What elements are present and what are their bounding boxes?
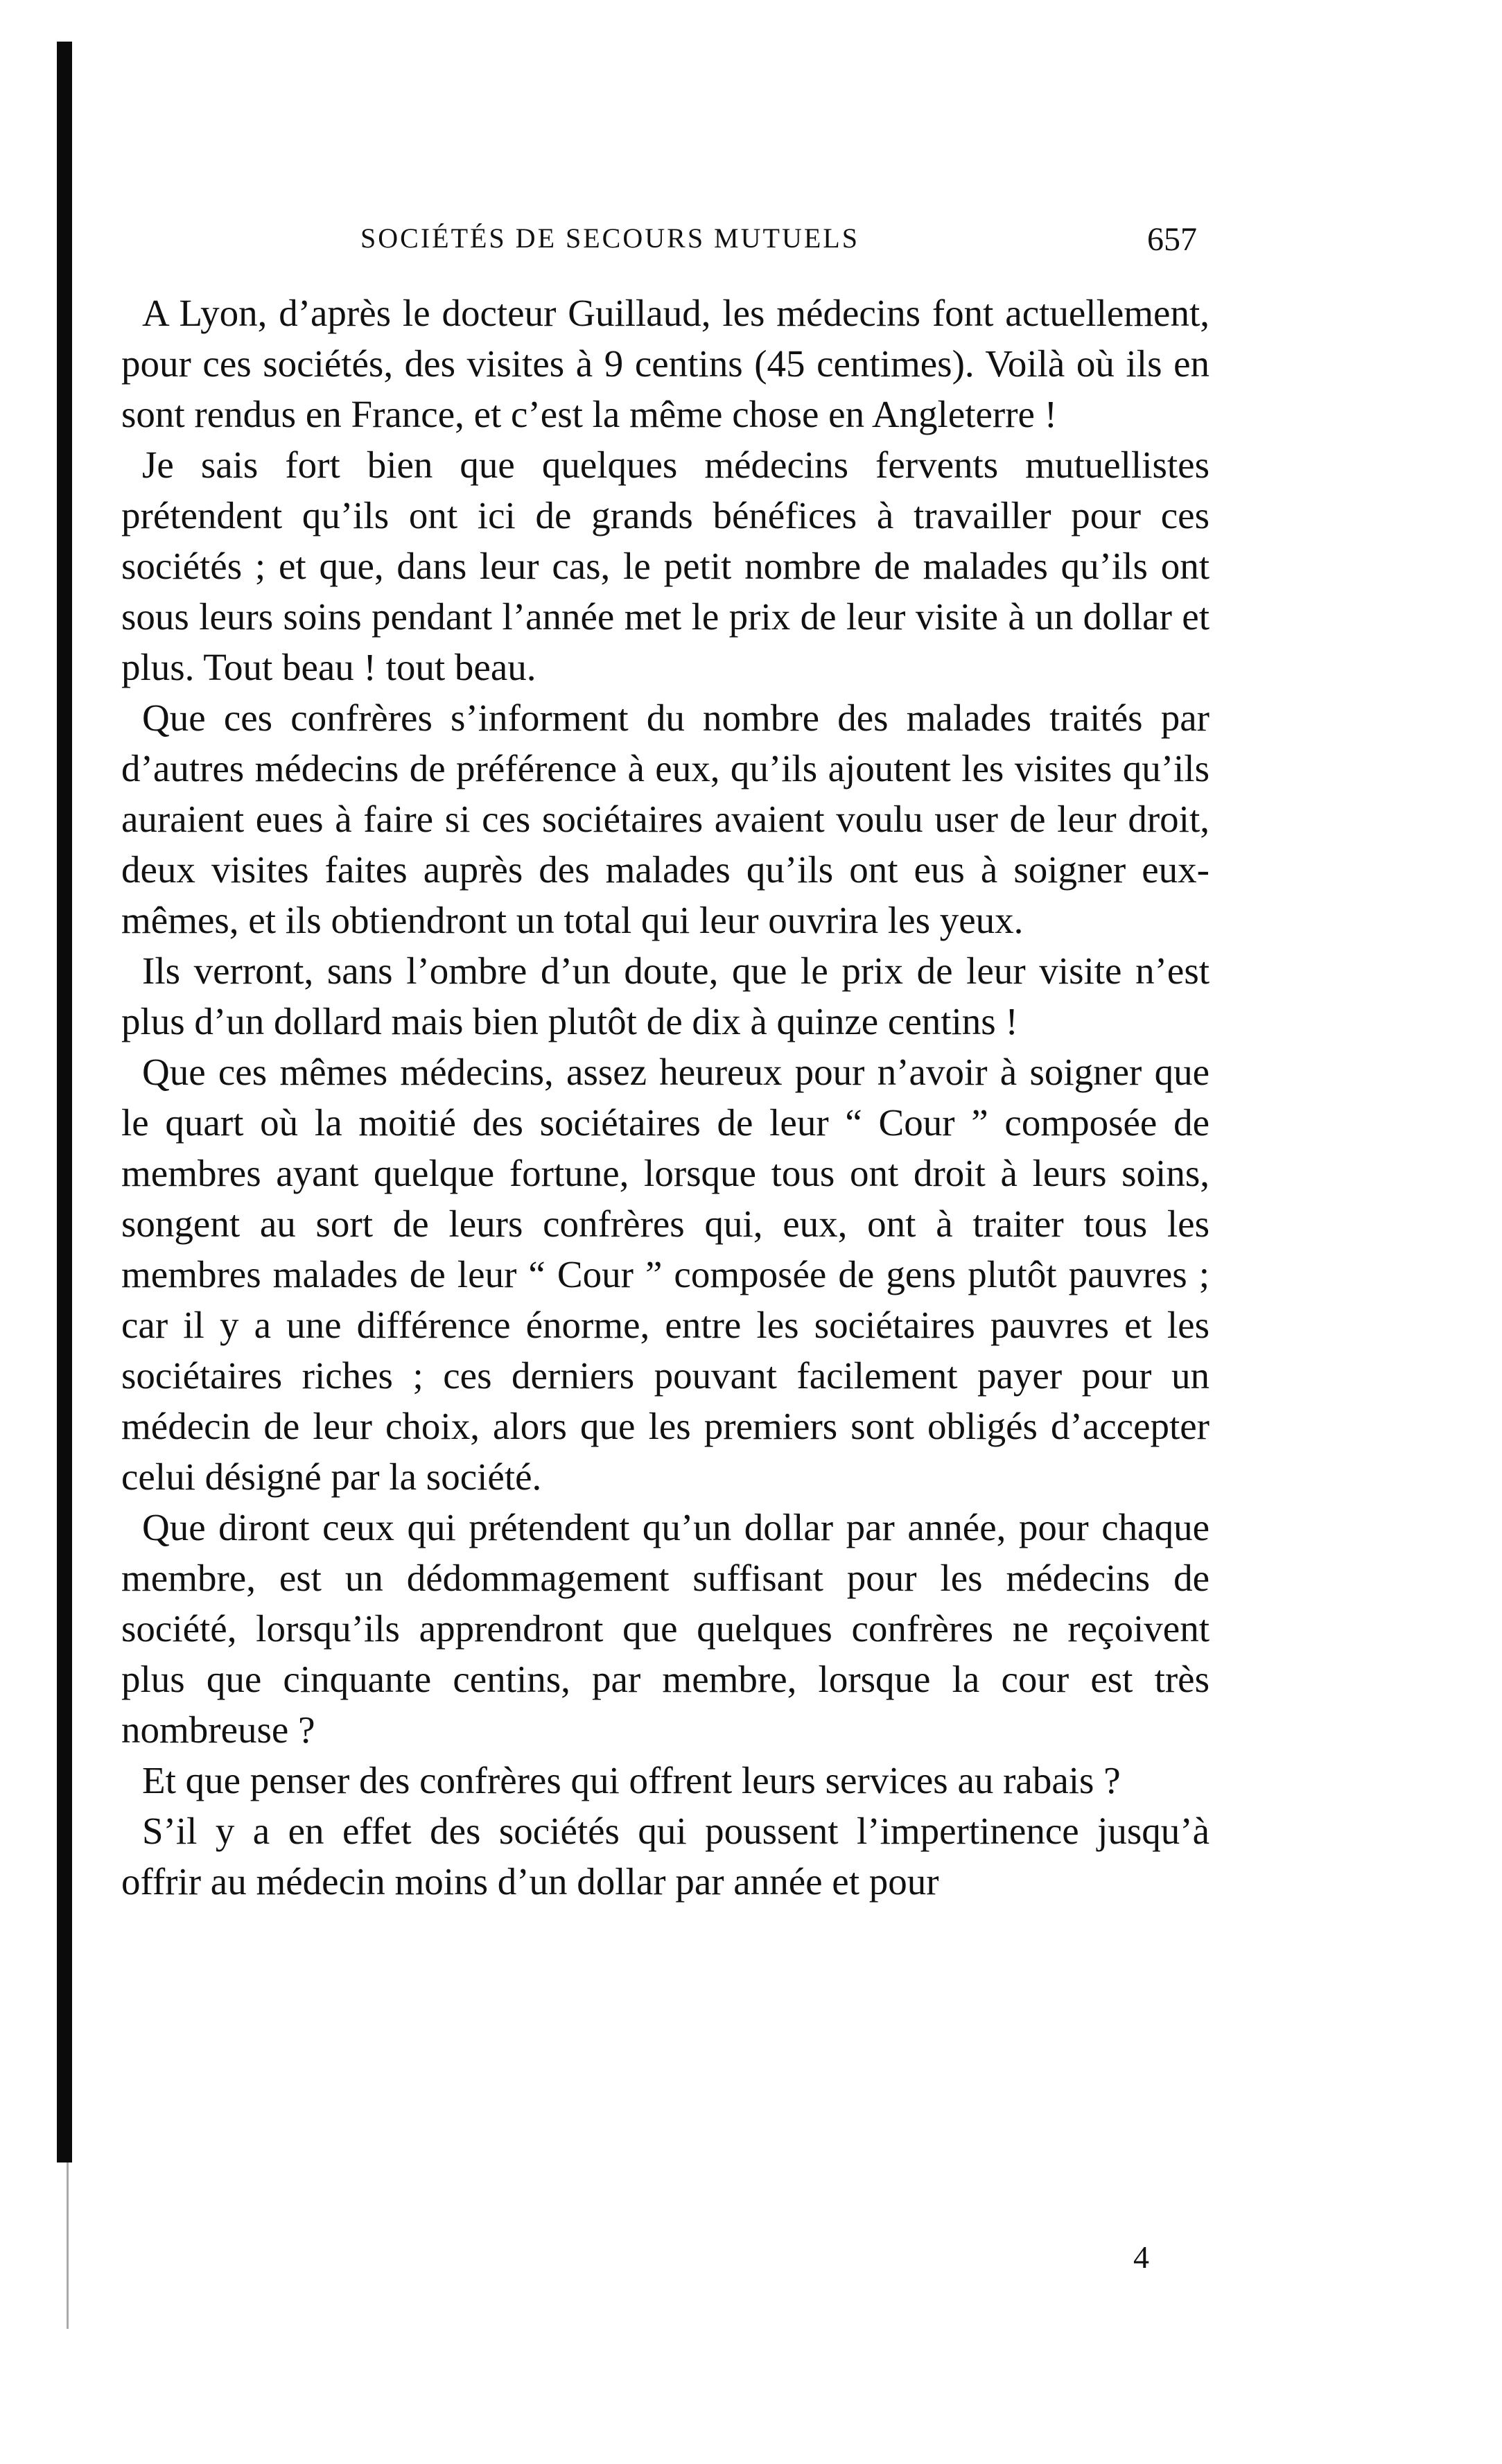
- paragraph: S’il y a en effet des sociétés qui poussent l’impertinence jusqu’à offrir au médecin moins d’un dollar par année et pour: [121, 1810, 1210, 1903]
- binding-edge: [57, 42, 72, 2162]
- paragraph: Que diront ceux qui prétendent qu’un dollar par année, pour chaque membre, est un dédommagement suffisant pour les médecins de société, lorsqu’ils apprendront que quelques confrères ne reçoivent plus que cinquante centins, par membre, lorsque la cour est très nombreuse ?: [121, 1506, 1210, 1751]
- signature-mark: 4: [1133, 2239, 1149, 2275]
- paragraph: A Lyon, d’après le docteur Guillaud, les médecins font actuellement, pour ces sociétés, des visites à 9 centins (45 centimes). Voilà où ils en sont rendus en France, et c’est la même chose en Angleterre !: [121, 292, 1210, 435]
- paragraph: Que ces confrères s’informent du nombre des malades traités par d’autres médecins de préférence à eux, qu’ils ajoutent les visites qu’ils auraient eues à faire si ces sociétaires avaient voulu user de leur droit, deux visites faites auprès des malades qu’ils ont eus à soigner eux-mêmes, et ils obtiendront un total qui leur ouvrira les yeux.: [121, 697, 1210, 941]
- page-number: 657: [1147, 221, 1197, 258]
- paragraph: Et que penser des confrères qui offrent leurs services au rabais ?: [142, 1759, 1121, 1801]
- paragraph: Je sais fort bien que quelques médecins fervents mutuellistes prétendent qu’ils ont ici de grands bénéfices à travailler pour ces sociétés ; et que, dans leur cas, le petit nombre de malades qu’ils ont sous leurs soins pendant l’année met le prix de leur visite à un dollar et plus. Tout beau ! tout beau.: [121, 444, 1210, 688]
- paragraph: Ils verront, sans l’ombre d’un doute, que le prix de leur visite n’est plus d’un dollard mais bien plutôt de dix à quinze centins !: [121, 950, 1210, 1042]
- binding-edge-tail: [67, 2162, 69, 2329]
- paragraph: Que ces mêmes médecins, assez heureux pour n’avoir à soigner que le quart où la moitié des sociétaires de leur “ Cour ” composée de membres ayant quelque fortune, lorsque tous ont droit à leurs soins, songent au sort de leurs confrères qui, eux, ont à traiter tous les membres malades de leur “ Cour ” composée de gens plutôt pauvres ; car il y a une différence énorme, entre les sociétaires pauvres et les sociétaires riches ; ces derniers pouvant facilement payer pour un médecin de leur choix, alors que les premiers sont obligés d’accepter celui désigné par la société.: [121, 1051, 1210, 1498]
- running-head: SOCIÉTÉS DE SECOURS MUTUELS: [360, 222, 859, 254]
- body-text: [121, 288, 1210, 1907]
